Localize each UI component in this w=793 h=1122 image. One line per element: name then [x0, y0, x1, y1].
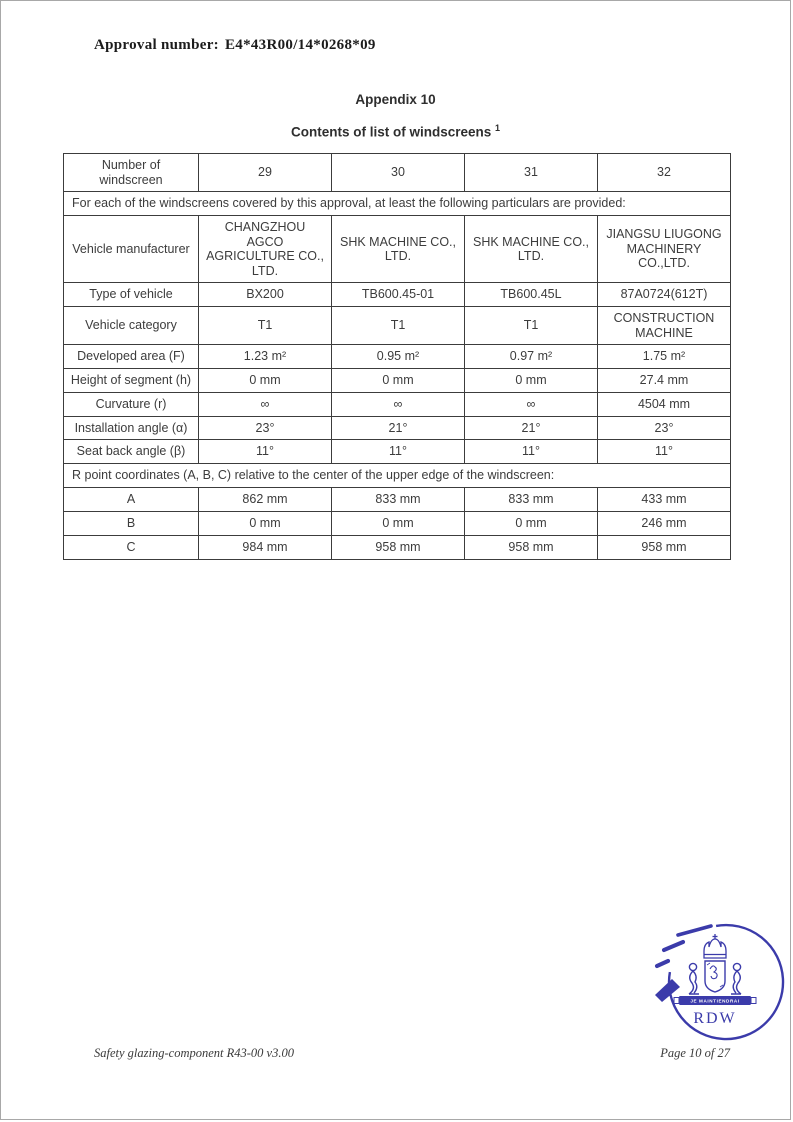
cell: 246 mm: [598, 512, 731, 536]
table-row-coordinate-c: [64, 536, 731, 560]
cell: 23°: [598, 416, 731, 440]
table-row-installation-angle: [64, 416, 731, 440]
row-label: Developed area (F): [64, 345, 199, 369]
intro-text: For each of the windscreens covered by this approval, at least the following particulars are provided:: [64, 192, 731, 216]
row-label: Seat back angle (β): [64, 440, 199, 464]
cell: 87A0724(612T): [598, 283, 731, 307]
cell: SHK MACHINE CO., LTD.: [465, 216, 598, 283]
rdw-stamp: [647, 919, 791, 1049]
cell: 27.4 mm: [598, 369, 731, 393]
footer-document-version: Safety glazing-component R43-00 v3.00: [94, 1046, 294, 1060]
row-label: Height of segment (h): [64, 369, 199, 393]
approval-label: Approval number:: [94, 37, 219, 53]
cell: 11°: [465, 440, 598, 464]
cell: JIANGSU LIUGONG MACHINERY CO.,LTD.: [598, 216, 731, 283]
cell: 11°: [199, 440, 332, 464]
windscreen-number-cell: 30: [332, 154, 465, 192]
cell: T1: [465, 307, 598, 345]
cell: 21°: [332, 416, 465, 440]
stamp-org: RDW: [693, 1010, 737, 1027]
cell: 11°: [332, 440, 465, 464]
cell: 0 mm: [199, 512, 332, 536]
stamp-motto: JE MAINTIENDRAI: [690, 998, 740, 1004]
cell: 958 mm: [465, 536, 598, 560]
table-title: [1, 123, 790, 140]
cell: 0 mm: [465, 369, 598, 393]
table-row-coordinate-b: [64, 512, 731, 536]
row-label: B: [64, 512, 199, 536]
appendix-title: Appendix 10: [355, 92, 436, 107]
table-row-curvature: [64, 392, 731, 416]
lion-left-icon: [689, 963, 699, 994]
table-row-height-of-segment: [64, 369, 731, 393]
crown-icon: [704, 934, 726, 958]
table-row-seat-back-angle: [64, 440, 731, 464]
cell: 1.23 m²: [199, 345, 332, 369]
cell: 958 mm: [332, 536, 465, 560]
cell: 0.95 m²: [332, 345, 465, 369]
cell: T1: [199, 307, 332, 345]
table-header-row: [64, 154, 731, 192]
table-intro-row: [64, 192, 731, 216]
table-title-text: Contents of list of windscreens: [290, 124, 492, 140]
table-row-type-of-vehicle: [64, 283, 731, 307]
cell: 862 mm: [199, 488, 332, 512]
cell: 0 mm: [199, 369, 332, 393]
row-label: A: [64, 488, 199, 512]
cell: 433 mm: [598, 488, 731, 512]
cell: CHANGZHOU AGCO AGRICULTURE CO., LTD.: [199, 216, 332, 283]
cell: ∞: [465, 392, 598, 416]
cell: SHK MACHINE CO., LTD.: [332, 216, 465, 283]
cell: ∞: [199, 392, 332, 416]
footer-page-number: Page 10 of 27: [660, 1046, 730, 1060]
cell: 0 mm: [332, 369, 465, 393]
row-label: C: [64, 536, 199, 560]
cell: BX200: [199, 283, 332, 307]
approval-number-line: [94, 37, 376, 54]
table-row-developed-area: [64, 345, 731, 369]
windscreen-number-cell: 31: [465, 154, 598, 192]
shield-icon: [705, 961, 725, 992]
cell: ∞: [332, 392, 465, 416]
cell: 0 mm: [332, 512, 465, 536]
windscreen-number-cell: 32: [598, 154, 731, 192]
cell: 11°: [598, 440, 731, 464]
windscreen-table: [63, 153, 731, 560]
row-label: Installation angle (α): [64, 416, 199, 440]
row-label: Curvature (r): [64, 392, 199, 416]
rdw-stamp-icon: [647, 919, 791, 1049]
row-label: Number of windscreen: [64, 154, 199, 192]
cell: TB600.45L: [465, 283, 598, 307]
cell: 984 mm: [199, 536, 332, 560]
cell: 21°: [465, 416, 598, 440]
cell: 4504 mm: [598, 392, 731, 416]
approval-number: E4*43R00/14*0268*09: [224, 37, 376, 53]
cell: 23°: [199, 416, 332, 440]
row-label: Vehicle category: [64, 307, 199, 345]
cell: 1.75 m²: [598, 345, 731, 369]
cell: 833 mm: [332, 488, 465, 512]
cell: 0 mm: [465, 512, 598, 536]
rpoint-text: R point coordinates (A, B, C) relative to the center of the upper edge of the windscreen:: [64, 464, 731, 488]
cell: 958 mm: [598, 536, 731, 560]
row-label: Type of vehicle: [64, 283, 199, 307]
table-title-footnote-ref: 1: [495, 123, 501, 133]
table-rpoint-row: [64, 464, 731, 488]
windscreen-number-cell: 29: [199, 154, 332, 192]
lion-right-icon: [731, 963, 741, 994]
cell: 833 mm: [465, 488, 598, 512]
stamp-wedge: [655, 979, 680, 1002]
table-row-vehicle-category: [64, 307, 731, 345]
cell: 0.97 m²: [465, 345, 598, 369]
cell: TB600.45-01: [332, 283, 465, 307]
row-label: Vehicle manufacturer: [64, 216, 199, 283]
cell: CONSTRUCTION MACHINE: [598, 307, 731, 345]
table-row-coordinate-a: [64, 488, 731, 512]
cell: T1: [332, 307, 465, 345]
table-row-vehicle-manufacturer: [64, 216, 731, 283]
